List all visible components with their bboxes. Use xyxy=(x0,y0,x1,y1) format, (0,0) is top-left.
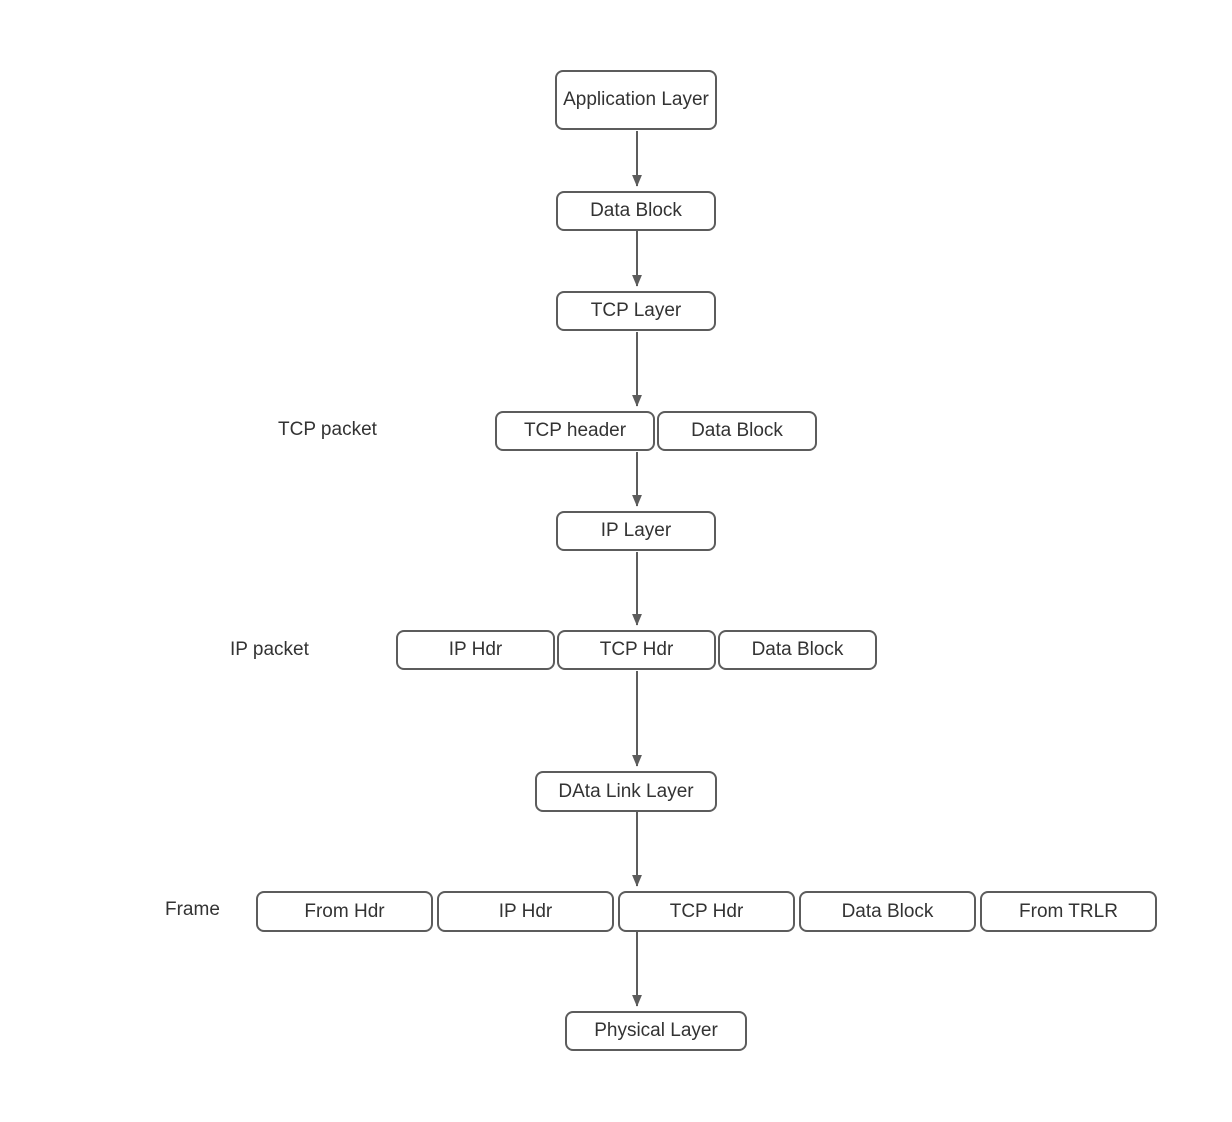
node-frame-tcp-hdr: TCP Hdr xyxy=(618,891,795,932)
node-tcp-hdr: TCP Hdr xyxy=(557,630,716,670)
node-ip-packet-data-block: Data Block xyxy=(718,630,877,670)
node-frame-from-trlr: From TRLR xyxy=(980,891,1157,932)
node-frame-ip-hdr: IP Hdr xyxy=(437,891,614,932)
node-data-block: Data Block xyxy=(556,191,716,231)
node-ip-layer: IP Layer xyxy=(556,511,716,551)
node-tcp-packet-data-block: Data Block xyxy=(657,411,817,451)
node-ip-hdr: IP Hdr xyxy=(396,630,555,670)
label-tcp-packet: TCP packet xyxy=(278,419,377,440)
node-application-layer: Application Layer xyxy=(555,70,717,130)
node-frame-data-block: Data Block xyxy=(799,891,976,932)
node-frame-from-hdr: From Hdr xyxy=(256,891,433,932)
node-tcp-header: TCP header xyxy=(495,411,655,451)
node-physical-layer: Physical Layer xyxy=(565,1011,747,1051)
label-ip-packet: IP packet xyxy=(230,639,309,660)
label-frame: Frame xyxy=(165,899,220,920)
node-tcp-layer: TCP Layer xyxy=(556,291,716,331)
node-data-link-layer: DAta Link Layer xyxy=(535,771,717,812)
